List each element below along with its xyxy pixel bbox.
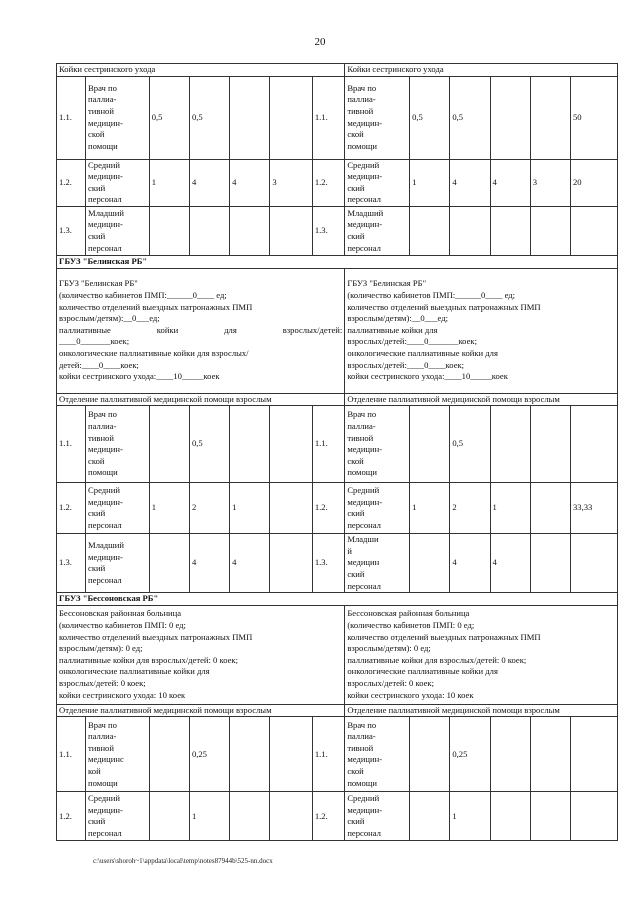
info-line: взрослым/детям):__0___ед; [59, 313, 160, 324]
value-cell: 1 [189, 792, 229, 841]
staff-role: Средний медицин- ский персонал [86, 792, 150, 841]
value-cell [570, 792, 617, 841]
value-cell [230, 717, 270, 792]
info-line: койки сестринского ухода:____10_____коек [347, 371, 508, 382]
info-word: для [224, 324, 237, 335]
value-cell [270, 76, 312, 159]
section-title-left: Отделение паллиативной медицинской помощи взрослым [57, 393, 345, 406]
value-cell [450, 206, 490, 255]
row-number: 1.3. [312, 206, 344, 255]
value-cell [570, 717, 617, 792]
value-cell [189, 206, 229, 255]
info-line: (количество кабинетов ПМП:______0____ ед; [347, 289, 516, 300]
value-cell [149, 792, 189, 841]
staff-role: Врач по паллиа- тивной медицин- ской помощи [86, 406, 150, 483]
row-number: 1.2. [312, 483, 344, 534]
staff-role: Средний медицин- ский персонал [86, 483, 150, 534]
staff-role: Врач по паллиа- тивной медицин- ской помощи [345, 76, 410, 159]
info-line: количество отделений выездных патронажных ПМП [347, 301, 541, 312]
info-line: ГБУЗ "Белинская РБ" [59, 278, 138, 289]
info-word: паллиативные [59, 324, 111, 335]
row-number: 1.3. [57, 534, 86, 593]
organization-title: ГБУЗ "Белинская РБ" [57, 255, 618, 268]
info-line: взрослых/детей: 0 коек; [59, 677, 146, 688]
info-line: взрослым/детям): 0 ед; [59, 643, 143, 654]
info-line: взрослых/детей:____0____коек; [347, 359, 465, 370]
value-cell [530, 483, 570, 534]
row-number: 1.2. [57, 483, 86, 534]
row-number: 1.2. [57, 159, 86, 206]
value-cell [230, 76, 270, 159]
value-cell [410, 792, 450, 841]
organization-title: ГБУЗ "Бессоновская РБ" [57, 593, 618, 606]
info-line: койки сестринского ухода: 10 коек [347, 689, 474, 700]
row-number: 1.1. [312, 76, 344, 159]
info-line: койки сестринского ухода: 10 коек [59, 689, 186, 700]
value-cell [530, 792, 570, 841]
info-line: количество отделений выездных патронажных ПМП [59, 301, 253, 312]
info-line: ____0_______коек; [59, 336, 130, 347]
info-line: паллиативные койки для взрослых/детей: 0 коек; [347, 654, 527, 665]
value-cell [490, 792, 530, 841]
value-cell: 1 [450, 792, 490, 841]
staff-role: Младший медицин- ский персонал [86, 206, 150, 255]
info-line: онкологические паллиативные койки для взрослых/ [59, 347, 249, 358]
staffing-table [56, 63, 618, 841]
staff-role: Средний медицин- ский персонал [345, 159, 410, 206]
footer-file-path: c:\users\shoroh~1\appdata\local\temp\notes87944b\525-nn.docx [93, 857, 273, 865]
staff-role: Средний медицин- ский персонал [345, 483, 410, 534]
row-number: 1.1. [312, 406, 344, 483]
value-cell [570, 534, 617, 593]
info-line: Бессоновская районная больница [59, 608, 182, 619]
value-cell: 3 [530, 159, 570, 206]
row-number: 1.1. [312, 717, 344, 792]
value-cell [410, 406, 450, 483]
value-cell: 4 [230, 159, 270, 206]
page-number: 20 [314, 36, 326, 48]
row-number: 1.1. [57, 717, 86, 792]
section-title-right: Отделение паллиативной медицинской помощи взрослым [345, 393, 618, 406]
row-number: 1.2. [312, 159, 344, 206]
row-number: 1.1. [57, 76, 86, 159]
value-cell: 3 [270, 159, 312, 206]
staff-role: Младший медицин- ский персонал [345, 206, 410, 255]
value-cell [149, 717, 189, 792]
info-word: взрослых/детей: [282, 324, 343, 335]
value-cell [410, 534, 450, 593]
value-cell: 0,25 [450, 717, 490, 792]
value-cell [230, 406, 270, 483]
info-word: койки [156, 324, 179, 335]
value-cell [270, 406, 312, 483]
value-cell: 4 [490, 534, 530, 593]
section-title-left: Отделение паллиативной медицинской помощи взрослым [57, 704, 345, 717]
row-number: 1.3. [312, 534, 344, 593]
value-cell: 50 [570, 76, 617, 159]
value-cell [530, 406, 570, 483]
info-line: Бессоновская районная больница [347, 608, 470, 619]
organization-info-right [345, 605, 618, 704]
info-line: (количество кабинетов ПМП:______0____ ед; [59, 289, 227, 300]
info-line: детей:____0____коек; [59, 359, 139, 370]
staff-role: Младший медицин- ский персонал [86, 534, 150, 593]
info-line: ГБУЗ "Белинская РБ" [347, 278, 427, 289]
staff-role: Врач по паллиа- тивной медицин- ской помощи [86, 76, 150, 159]
value-cell [149, 406, 189, 483]
value-cell [490, 406, 530, 483]
value-cell: 2 [450, 483, 490, 534]
value-cell: 4 [450, 159, 490, 206]
value-cell: 4 [490, 159, 530, 206]
value-cell [490, 206, 530, 255]
value-cell [530, 206, 570, 255]
value-cell [490, 76, 530, 159]
value-cell: 4 [189, 159, 229, 206]
value-cell: 1 [149, 483, 189, 534]
info-line: онкологические паллиативные койки для [347, 666, 498, 677]
organization-info-left [57, 605, 345, 704]
value-cell: 0,5 [410, 76, 450, 159]
info-line: взрослым/детям):__0___ед; [347, 313, 448, 324]
info-line: онкологические паллиативные койки для [347, 347, 498, 358]
value-cell: 0,5 [450, 76, 490, 159]
info-line: взрослых/детей: 0 коек; [347, 677, 434, 688]
value-cell [570, 406, 617, 483]
section-title-right: Отделение паллиативной медицинской помощи взрослым [345, 704, 618, 717]
info-line: взрослых/детей:____0_______коек; [347, 336, 477, 347]
value-cell: 0,5 [189, 406, 229, 483]
value-cell [530, 76, 570, 159]
value-cell [230, 792, 270, 841]
info-line: койки сестринского ухода:____10_____коек [59, 371, 220, 382]
value-cell [530, 717, 570, 792]
info-line: паллиативные койки для взрослых/детей: 0 коек; [59, 654, 238, 665]
value-cell: 2 [189, 483, 229, 534]
section-title-left: Койки сестринского ухода [57, 64, 345, 77]
info-line: количество отделений выездных патронажных ПМП [59, 631, 253, 642]
value-cell: 0,5 [149, 76, 189, 159]
row-number: 1.2. [57, 792, 86, 841]
info-line: (количество кабинетов ПМП: 0 ед; [347, 619, 475, 630]
value-cell [149, 206, 189, 255]
value-cell [270, 717, 312, 792]
info-line [59, 325, 342, 337]
value-cell [270, 483, 312, 534]
value-cell: 4 [230, 534, 270, 593]
value-cell: 1 [149, 159, 189, 206]
value-cell: 1 [410, 483, 450, 534]
value-cell [530, 534, 570, 593]
section-title-right: Койки сестринского ухода [345, 64, 618, 77]
value-cell [410, 206, 450, 255]
value-cell: 4 [450, 534, 490, 593]
value-cell [410, 717, 450, 792]
info-line: взрослым/детям): 0 ед; [347, 643, 431, 654]
value-cell: 1 [410, 159, 450, 206]
row-number: 1.2. [312, 792, 344, 841]
value-cell: 33,33 [570, 483, 617, 534]
value-cell [570, 206, 617, 255]
value-cell [270, 206, 312, 255]
organization-info-left [57, 268, 345, 393]
info-line: онкологические паллиативные койки для [59, 666, 210, 677]
value-cell: 0,25 [189, 717, 229, 792]
value-cell: 0,5 [450, 406, 490, 483]
staff-role: Врач по паллиа- тивной медицин- ской помощи [345, 717, 410, 792]
value-cell: 1 [230, 483, 270, 534]
info-line: количество отделений выездных патронажных ПМП [347, 631, 541, 642]
staff-role: Средний медицин- ский персонал [345, 792, 410, 841]
value-cell: 20 [570, 159, 617, 206]
value-cell: 4 [189, 534, 229, 593]
value-cell [270, 534, 312, 593]
value-cell [270, 792, 312, 841]
staff-role: Врач по паллиа- тивной медицин- ской помощи [345, 406, 410, 483]
organization-info-right [345, 268, 618, 393]
value-cell [490, 717, 530, 792]
staff-role: Врач по паллиа- тивной медицинс кой помощи [86, 717, 150, 792]
info-line: (количество кабинетов ПМП: 0 ед; [59, 619, 186, 630]
row-number: 1.3. [57, 206, 86, 255]
staff-role: Средний медицин- ский персонал [86, 159, 150, 206]
row-number: 1.1. [57, 406, 86, 483]
info-line: паллиативные койки для [347, 324, 438, 335]
value-cell [149, 534, 189, 593]
value-cell: 1 [490, 483, 530, 534]
staff-role: Младши й медицин ский персонал [345, 534, 410, 593]
value-cell [230, 206, 270, 255]
value-cell: 0,5 [189, 76, 229, 159]
